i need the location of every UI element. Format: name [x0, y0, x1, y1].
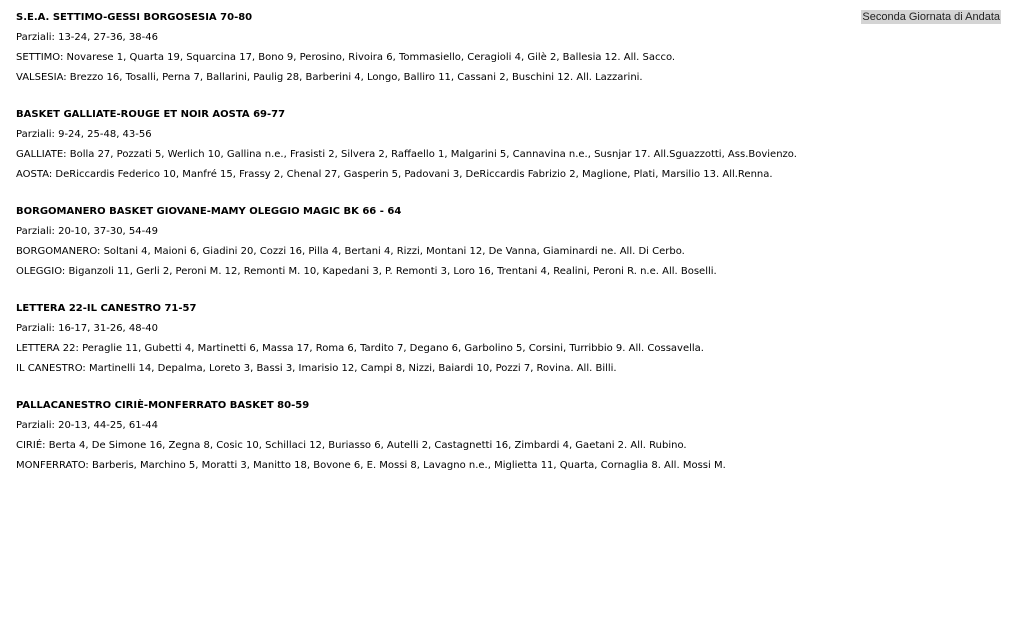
game-report: [16, 8, 956, 88]
game-report: [16, 105, 956, 185]
game-title: BASKET GALLIATE-ROUGE ET NOIR AOSTA 69-77: [16, 109, 286, 120]
home-team-scorers: LETTERA 22: Peraglie 11, Gubetti 4, Martinetti 6, Massa 17, Roma 6, Tardito 7, Degano 6, Garbolino 5, Corsini, Turribbio 9. All. Cossavella.: [16, 343, 704, 354]
away-team-scorers: AOSTA: DeRiccardis Federico 10, Manfré 15, Frassy 2, Chenal 27, Gasperin 5, Padovani 3, DeRiccardis Fabrizio 2, Maglione, Plati, Marsilio 13. All.Renna.: [16, 169, 773, 180]
away-team-scorers: OLEGGIO: Biganzoli 11, Gerli 2, Peroni M. 12, Remonti M. 10, Kapedani 3, P. Remonti 3, Loro 16, Trentani 4, Realini, Peroni R. n.e. All. Boselli.: [16, 266, 717, 277]
game-title: S.E.A. SETTIMO-GESSI BORGOSESIA 70-80: [16, 12, 253, 23]
game-report: [16, 396, 956, 476]
game-title: LETTERA 22-IL CANESTRO 71-57: [16, 303, 197, 314]
away-team-scorers: IL CANESTRO: Martinelli 14, Depalma, Loreto 3, Bassi 3, Imarisio 12, Campi 8, Nizzi, Baiardi 10, Pozzi 7, Rovina. All. Billi.: [16, 363, 617, 374]
away-team-scorers: MONFERRATO: Barberis, Marchino 5, Moratti 3, Manitto 18, Bovone 6, E. Mossi 8, Lavagno n.e., Miglietta 11, Quarta, Cornaglia 8. All. Mossi M.: [16, 460, 726, 471]
game-partials: Parziali: 13-24, 27-36, 38-46: [16, 32, 158, 43]
home-team-scorers: CIRIÉ: Berta 4, De Simone 16, Zegna 8, Cosic 10, Schillaci 12, Buriasso 6, Autelli 2, Castagnetti 16, Zimbardi 4, Gaetani 2. All. Rubino.: [16, 440, 687, 451]
game-partials: Parziali: 9-24, 25-48, 43-56: [16, 129, 152, 140]
game-title: BORGOMANERO BASKET GIOVANE-MAMY OLEGGIO MAGIC BK 66 - 64: [16, 206, 402, 217]
game-partials: Parziali: 20-13, 44-25, 61-44: [16, 420, 158, 431]
game-report: [16, 299, 956, 379]
games-list: [16, 8, 956, 493]
away-team-scorers: VALSESIA: Brezzo 16, Tosalli, Perna 7, Ballarini, Paulig 28, Barberini 4, Longo, Balliro 11, Cassani 2, Buschini 12. All. Lazzarini.: [16, 72, 643, 83]
home-team-scorers: BORGOMANERO: Soltani 4, Maioni 6, Giadini 20, Cozzi 16, Pilla 4, Bertani 4, Rizzi, Montani 12, De Vanna, Giaminardi ne. All. Di Cerbo.: [16, 246, 685, 257]
round-label: Seconda Giornata di Andata: [862, 11, 1000, 23]
game-partials: Parziali: 20-10, 37-30, 54-49: [16, 226, 158, 237]
game-title: PALLACANESTRO CIRIÈ-MONFERRATO BASKET 80-59: [16, 400, 310, 411]
home-team-scorers: SETTIMO: Novarese 1, Quarta 19, Squarcina 17, Bono 9, Perosino, Rivoira 6, Tommasiello, Ceragioli 4, Gilè 2, Ballesia 12. All. Sacco.: [16, 52, 676, 63]
game-report: [16, 202, 956, 282]
game-partials: Parziali: 16-17, 31-26, 48-40: [16, 323, 158, 334]
home-team-scorers: GALLIATE: Bolla 27, Pozzati 5, Werlich 10, Gallina n.e., Frasisti 2, Silvera 2, Raffaello 1, Malgarini 5, Cannavina n.e., Susnjar 17. All.Sguazzotti, Ass.Bovienzo.: [16, 149, 797, 160]
